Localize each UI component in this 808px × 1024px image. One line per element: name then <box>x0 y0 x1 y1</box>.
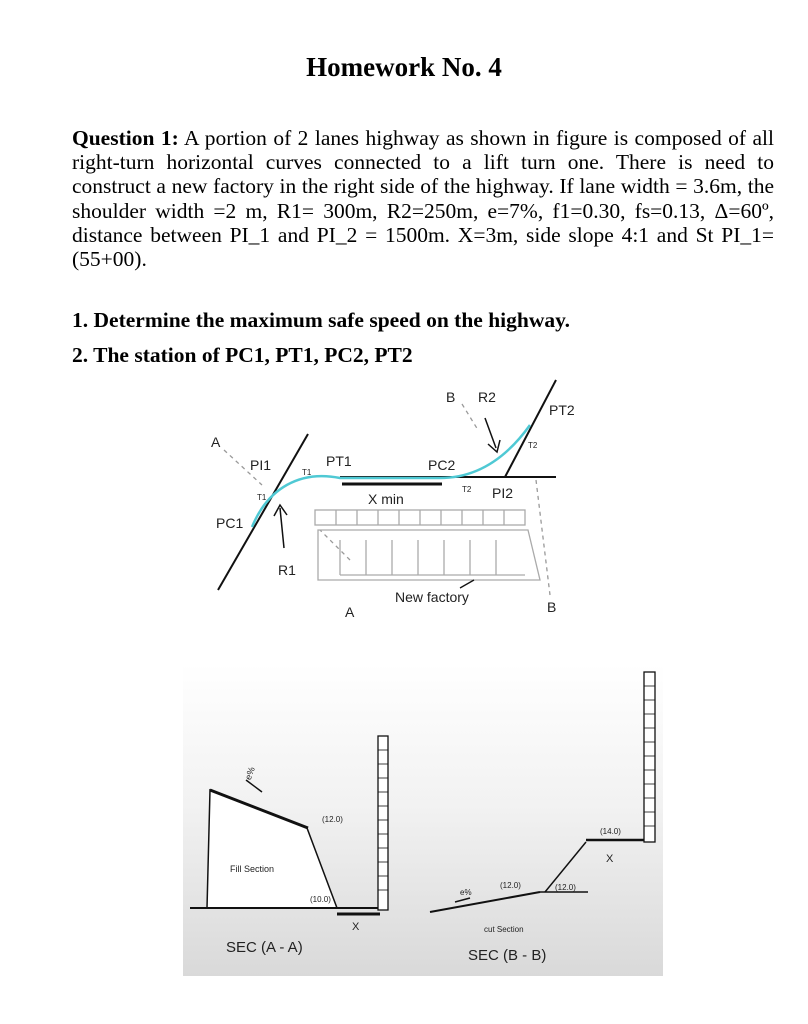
label-pt2: PT2 <box>549 402 575 418</box>
e-label-right: e% <box>460 888 472 897</box>
question-label: Question 1: <box>72 126 179 150</box>
label-t1-b: T1 <box>257 493 267 502</box>
factory-wall-left <box>378 736 388 910</box>
elev-14: (14.0) <box>600 827 621 836</box>
label-a-top: A <box>211 434 221 450</box>
label-t1-a: T1 <box>302 468 312 477</box>
label-t2-b: T2 <box>462 485 472 494</box>
label-pi1: PI1 <box>250 457 272 473</box>
label-new-factory: New factory <box>395 589 469 605</box>
label-r1: R1 <box>278 562 296 578</box>
sec-bb-label: SEC (B - B) <box>468 947 547 964</box>
label-pc1: PC1 <box>216 515 244 531</box>
label-pi2: PI2 <box>492 485 514 501</box>
elev-12-mid: (12.0) <box>500 881 521 890</box>
x-label-left: X <box>352 921 360 933</box>
label-pc2: PC2 <box>428 457 456 473</box>
x-label-right: X <box>606 853 614 865</box>
page-title: Homework No. 4 <box>306 52 502 82</box>
e-label-left: e% <box>242 765 257 782</box>
sec-aa-label: SEC (A - A) <box>226 939 303 956</box>
cut-section-label: cut Section <box>484 925 524 934</box>
label-b-bottom: B <box>547 599 557 615</box>
label-r2: R2 <box>478 389 496 405</box>
label-a-bottom: A <box>345 604 355 620</box>
task-2: 2. The station of PC1, PT1, PC2, PT2 <box>72 343 413 367</box>
label-t2-a: T2 <box>528 441 538 450</box>
factory-wall-right <box>644 672 655 842</box>
question-text: A portion of 2 lanes highway as shown in figure is composed of all right-turn horizontal curves connected to a lift turn one. There is need to construct a new factory in the right side of the highway. If lane width = 3.6m, the shoulder width =2 m, R1= 300m, R2=250m, e=7%, f1=0.30, fs=0.13, Δ=60º, distance between PI_1 and PI_2 = 1500m. X=3m, side slope 4:1 and St PI_1=(55+00). <box>72 126 774 272</box>
elev-10: (10.0) <box>310 895 331 904</box>
label-x-min: X min <box>368 491 404 507</box>
elev-12-left: (12.0) <box>322 815 343 824</box>
elev-12-right: (12.0) <box>555 883 576 892</box>
fill-section-label: Fill Section <box>230 864 275 874</box>
label-b-top: B <box>446 389 456 405</box>
task-1: 1. Determine the maximum safe speed on the highway. <box>72 308 571 332</box>
label-pt1: PT1 <box>326 453 352 469</box>
